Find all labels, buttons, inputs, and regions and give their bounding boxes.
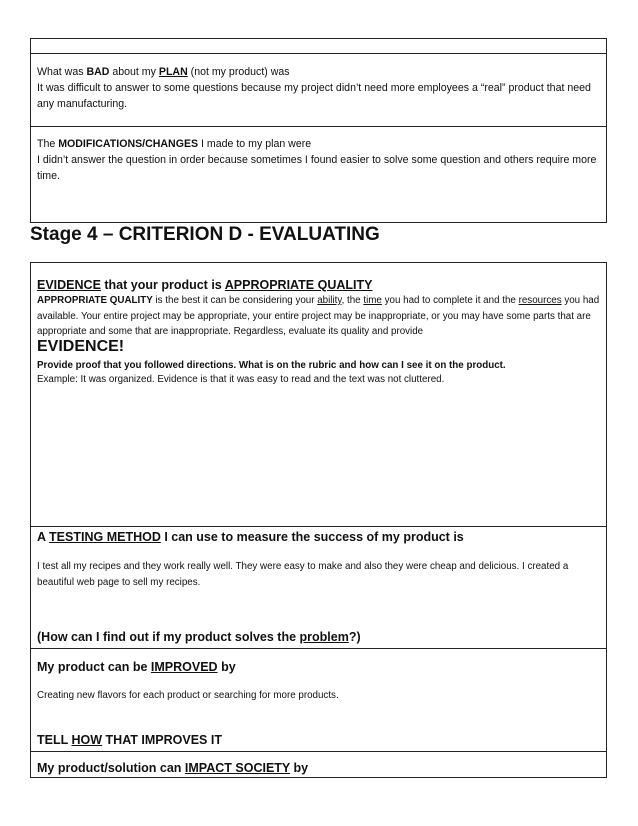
bad-plan-answer: It was difficult to answer to some questions because my project didn’t need more employees a “real” product that need any manufacturing.	[37, 82, 591, 110]
modifications-question: The MODIFICATIONS/CHANGES I made to my plan were	[37, 138, 312, 150]
testing-divider	[30, 526, 607, 527]
proof-instruction: Provide proof that you followed directions. What is on the rubric and how can I see it on the product.	[37, 360, 506, 371]
appropriate-quality-description: APPROPRIATE QUALITY is the best it can be considering your ability, the time you had to complete it and the resources you had available. Your entire project may be appropriate, your entire project may be inappropriate, or you may have some parts that are appropriate and some that are inappropriate. Regardless, evaluate its quality and provide	[37, 295, 600, 337]
stage-title: Stage 4 – CRITERION D - EVALUATING	[30, 224, 380, 245]
testing-question: (How can I find out if my product solves the problem?)	[37, 630, 361, 644]
plan-box-divider-middle	[30, 126, 607, 127]
impact-heading: My product/solution can IMPACT SOCIETY by	[37, 761, 309, 775]
testing-answer: I test all my recipes and they work really well. They were easy to make and also they were cheap and delicious. I created a beautiful web page to sell my recipes.	[37, 561, 569, 588]
improved-heading: My product can be IMPROVED by	[37, 660, 236, 674]
improved-divider	[30, 648, 607, 649]
modifications-answer: I didn’t answer the question in order because sometimes I found easier to solve some question and others require more time.	[37, 154, 597, 182]
bad-plan-question: What was BAD about my PLAN (not my product) was	[37, 66, 290, 78]
evidence-emphasis: EVIDENCE!	[37, 338, 125, 355]
plan-box-divider-top	[30, 53, 607, 54]
testing-heading: A TESTING METHOD I can use to measure the success of my product is	[37, 530, 464, 544]
impact-divider	[30, 751, 607, 752]
tell-how-heading: TELL HOW THAT IMPROVES IT	[37, 733, 222, 747]
example-line: Example: It was organized. Evidence is that it was easy to read and the text was not cluttered.	[37, 374, 445, 385]
improved-answer: Creating new flavors for each product or searching for more products.	[37, 690, 339, 701]
evidence-heading: EVIDENCE that your product is APPROPRIATE QUALITY	[37, 278, 373, 292]
